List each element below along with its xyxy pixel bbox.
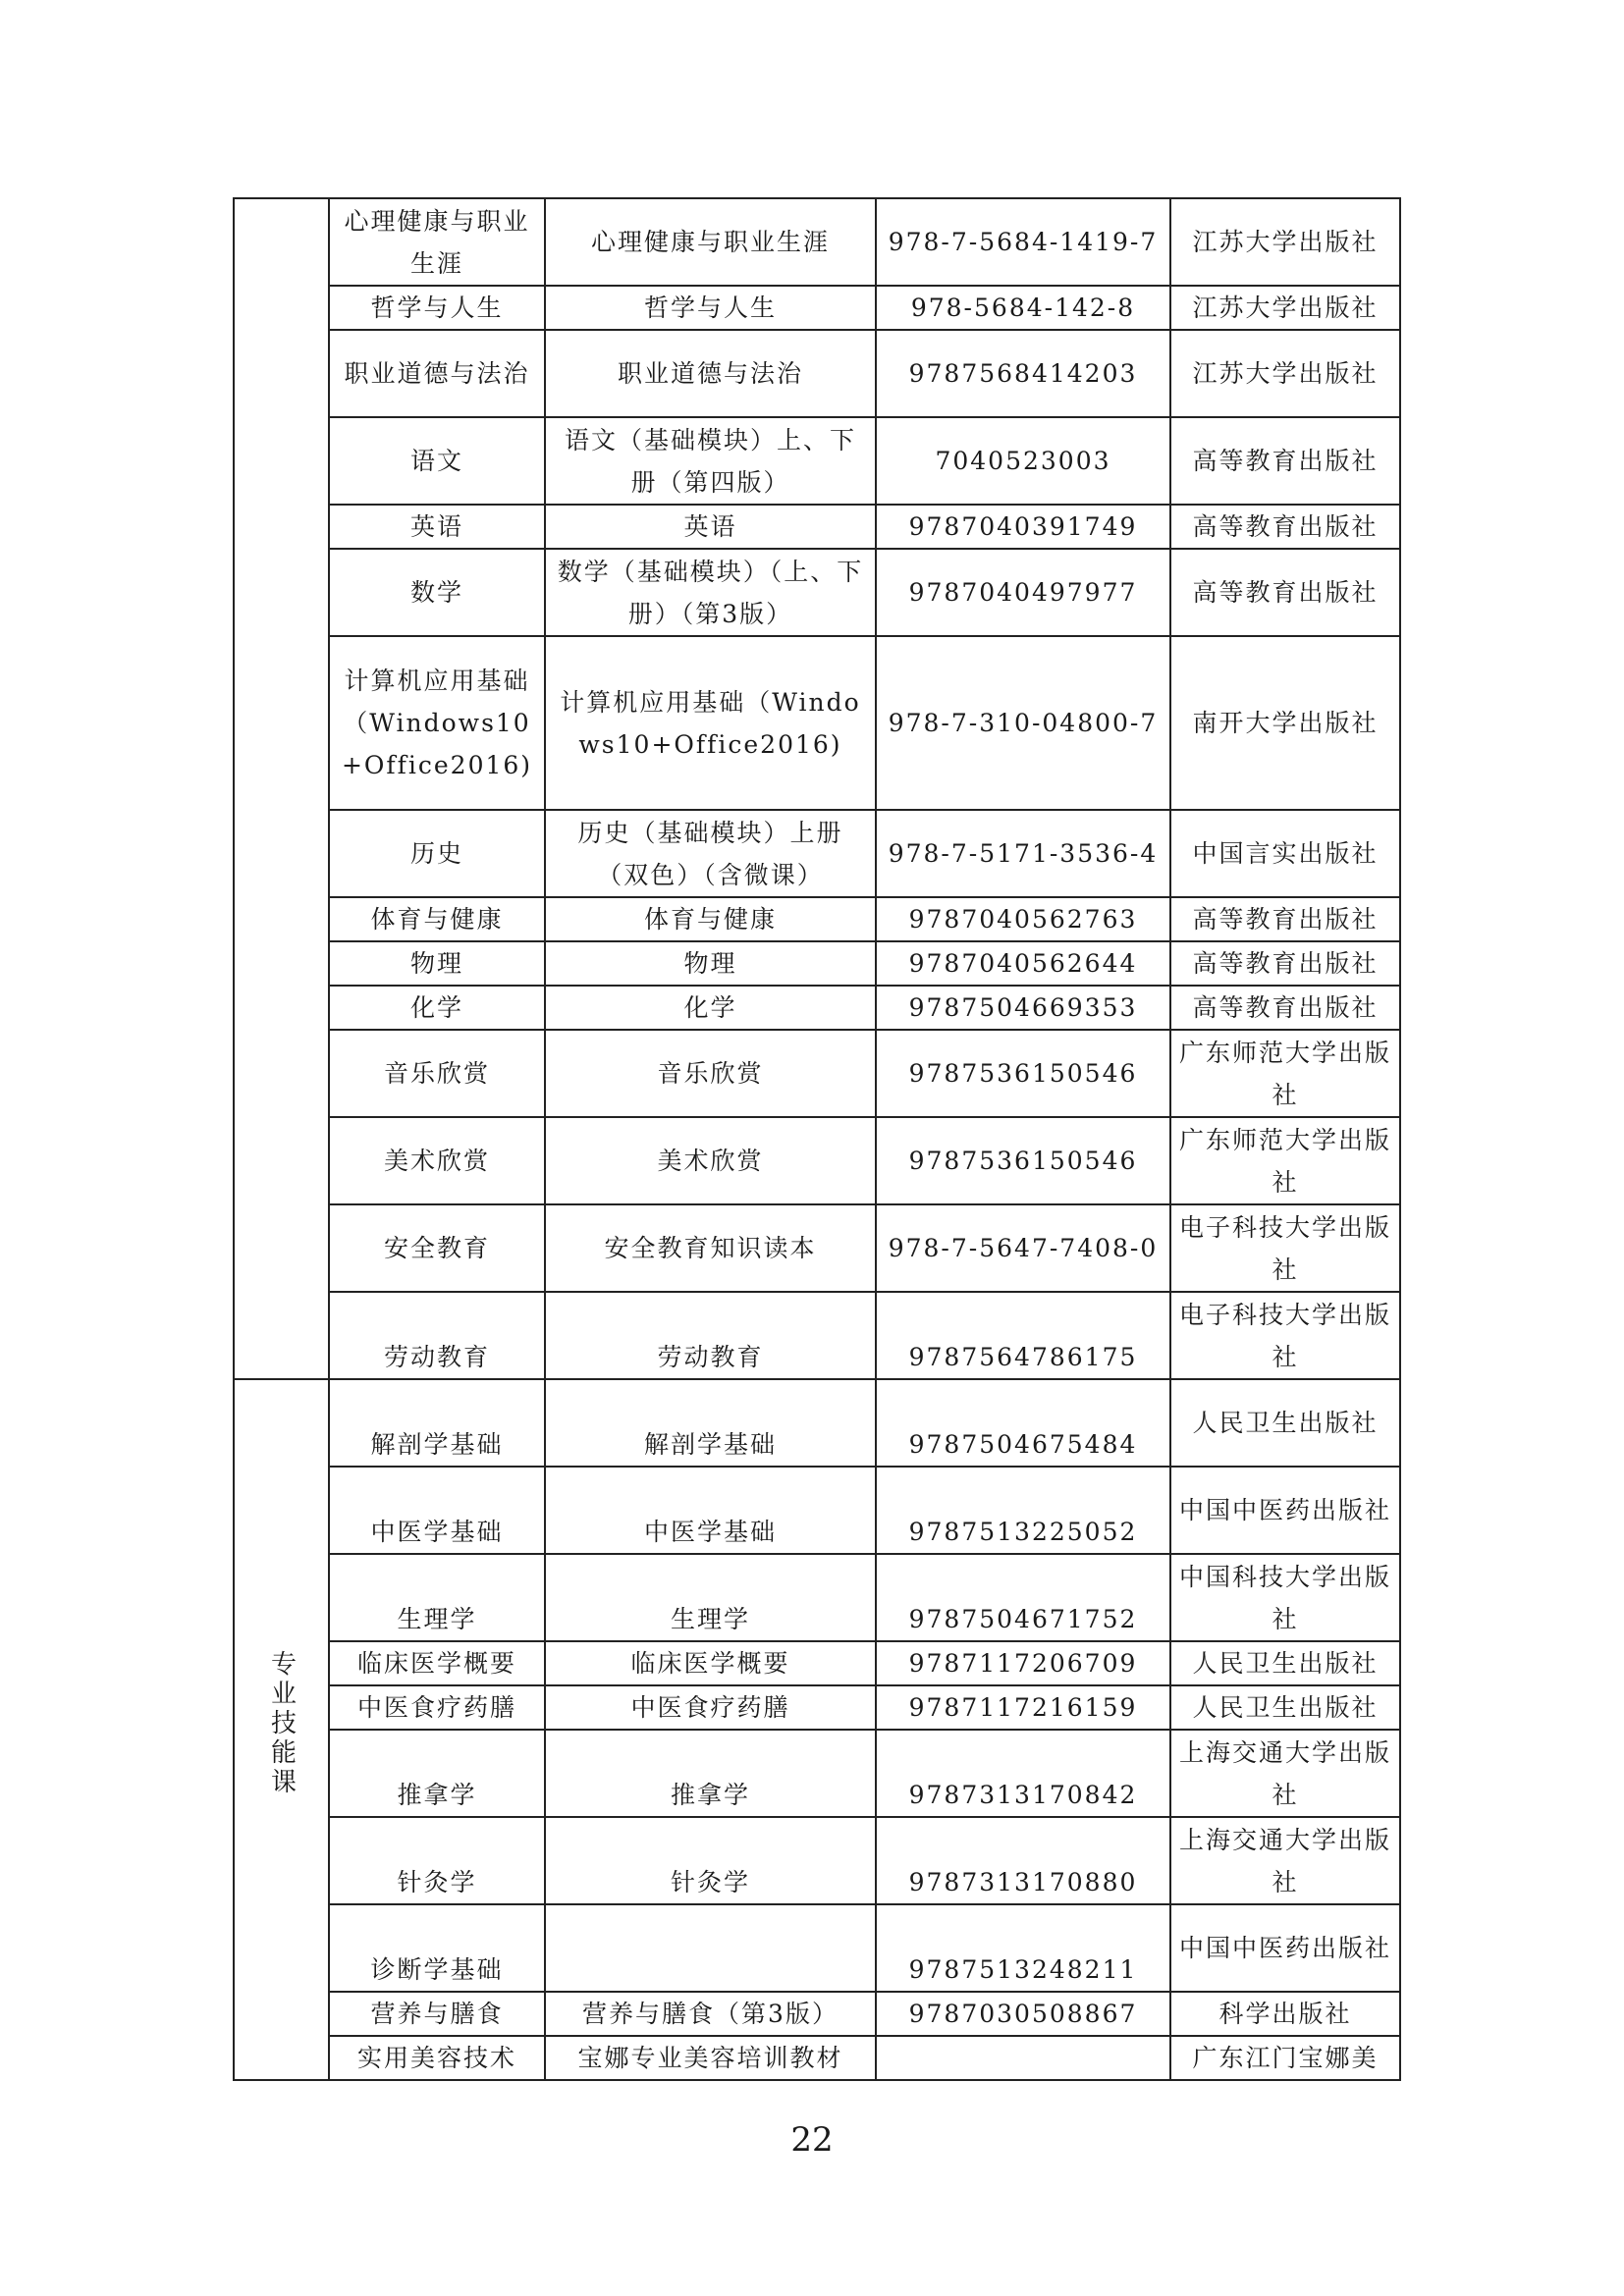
textbook-title: 语文（基础模块）上、下册（第四版） — [545, 417, 876, 505]
table-row — [234, 505, 1400, 549]
isbn: 9787117206709 — [876, 1641, 1170, 1685]
textbook-title: 物理 — [545, 941, 876, 986]
textbook-title: 解剖学基础 — [545, 1379, 876, 1467]
textbook-title: 计算机应用基础（Windows10+Office2016) — [545, 636, 876, 810]
table-row — [234, 1204, 1400, 1292]
isbn: 9787040391749 — [876, 505, 1170, 549]
textbook-title: 生理学 — [545, 1554, 876, 1641]
table-row — [234, 1730, 1400, 1817]
table-row — [234, 2036, 1400, 2080]
course-name: 职业道德与法治 — [329, 330, 545, 417]
textbook-title: 历史（基础模块）上册（双色）（含微课） — [545, 810, 876, 897]
textbook-title: 化学 — [545, 986, 876, 1030]
table-row — [234, 1992, 1400, 2036]
publisher: 江苏大学出版社 — [1170, 330, 1400, 417]
publisher: 电子科技大学出版社 — [1170, 1292, 1400, 1379]
table-row — [234, 1379, 1400, 1467]
course-name: 实用美容技术 — [329, 2036, 545, 2080]
textbook-title: 宝娜专业美容培训教材 — [545, 2036, 876, 2080]
table-row — [234, 1117, 1400, 1204]
publisher: 广东师范大学出版社 — [1170, 1030, 1400, 1117]
table-row — [234, 1554, 1400, 1641]
publisher: 江苏大学出版社 — [1170, 286, 1400, 330]
publisher: 高等教育出版社 — [1170, 417, 1400, 505]
textbook-title: 数学（基础模块）（上、下册）（第3版） — [545, 549, 876, 636]
publisher: 上海交通大学出版社 — [1170, 1817, 1400, 1904]
isbn: 9787313170880 — [876, 1817, 1170, 1904]
category-label-major: 专业技能课 — [266, 1649, 297, 1797]
publisher: 人民卫生出版社 — [1170, 1641, 1400, 1685]
course-name: 诊断学基础 — [329, 1904, 545, 1992]
isbn: 978-7-310-04800-7 — [876, 636, 1170, 810]
table-row — [234, 941, 1400, 986]
course-name: 数学 — [329, 549, 545, 636]
isbn: 9787513248211 — [876, 1904, 1170, 1992]
course-name: 解剖学基础 — [329, 1379, 545, 1467]
publisher: 高等教育出版社 — [1170, 549, 1400, 636]
isbn: 9787536150546 — [876, 1117, 1170, 1204]
course-name: 哲学与人生 — [329, 286, 545, 330]
table-row — [234, 1030, 1400, 1117]
isbn: 9787536150546 — [876, 1030, 1170, 1117]
table-row — [234, 1641, 1400, 1685]
course-name: 针灸学 — [329, 1817, 545, 1904]
course-name: 历史 — [329, 810, 545, 897]
isbn: 9787313170842 — [876, 1730, 1170, 1817]
publisher: 中国言实出版社 — [1170, 810, 1400, 897]
isbn: 7040523003 — [876, 417, 1170, 505]
table-row — [234, 1817, 1400, 1904]
isbn: 9787568414203 — [876, 330, 1170, 417]
course-name: 英语 — [329, 505, 545, 549]
isbn: 9787117216159 — [876, 1685, 1170, 1730]
course-name: 中医学基础 — [329, 1467, 545, 1554]
publisher: 人民卫生出版社 — [1170, 1685, 1400, 1730]
textbook-table — [233, 197, 1401, 2081]
table-row — [234, 330, 1400, 417]
textbook-title: 心理健康与职业生涯 — [545, 198, 876, 286]
isbn: 9787040497977 — [876, 549, 1170, 636]
table-row — [234, 1685, 1400, 1730]
course-name: 语文 — [329, 417, 545, 505]
table-row — [234, 417, 1400, 505]
isbn: 9787564786175 — [876, 1292, 1170, 1379]
course-name: 物理 — [329, 941, 545, 986]
publisher: 广东江门宝娜美 — [1170, 2036, 1400, 2080]
isbn — [876, 2036, 1170, 2080]
isbn: 9787504671752 — [876, 1554, 1170, 1641]
textbook-title: 安全教育知识读本 — [545, 1204, 876, 1292]
textbook-title: 美术欣赏 — [545, 1117, 876, 1204]
textbook-title — [545, 1904, 876, 1992]
textbook-title: 推拿学 — [545, 1730, 876, 1817]
isbn: 978-5684-142-8 — [876, 286, 1170, 330]
table-row — [234, 1904, 1400, 1992]
textbook-title: 营养与膳食（第3版） — [545, 1992, 876, 2036]
course-name: 中医食疗药膳 — [329, 1685, 545, 1730]
course-name: 化学 — [329, 986, 545, 1030]
isbn: 978-7-5171-3536-4 — [876, 810, 1170, 897]
publisher: 中国中医药出版社 — [1170, 1904, 1400, 1992]
table-row — [234, 1467, 1400, 1554]
course-name: 临床医学概要 — [329, 1641, 545, 1685]
course-name: 生理学 — [329, 1554, 545, 1641]
isbn: 9787040562644 — [876, 941, 1170, 986]
publisher: 中国中医药出版社 — [1170, 1467, 1400, 1554]
textbook-title: 音乐欣赏 — [545, 1030, 876, 1117]
publisher: 高等教育出版社 — [1170, 897, 1400, 941]
publisher: 高等教育出版社 — [1170, 986, 1400, 1030]
course-name: 推拿学 — [329, 1730, 545, 1817]
course-name: 音乐欣赏 — [329, 1030, 545, 1117]
publisher: 江苏大学出版社 — [1170, 198, 1400, 286]
textbook-title: 职业道德与法治 — [545, 330, 876, 417]
publisher: 中国科技大学出版社 — [1170, 1554, 1400, 1641]
course-name: 美术欣赏 — [329, 1117, 545, 1204]
textbook-title: 针灸学 — [545, 1817, 876, 1904]
table-row — [234, 1292, 1400, 1379]
publisher: 高等教育出版社 — [1170, 505, 1400, 549]
publisher: 人民卫生出版社 — [1170, 1379, 1400, 1467]
textbook-title: 英语 — [545, 505, 876, 549]
isbn: 978-7-5647-7408-0 — [876, 1204, 1170, 1292]
category-cell-major — [234, 1379, 329, 2080]
textbook-title: 劳动教育 — [545, 1292, 876, 1379]
isbn: 9787513225052 — [876, 1467, 1170, 1554]
publisher: 上海交通大学出版社 — [1170, 1730, 1400, 1817]
isbn: 9787504675484 — [876, 1379, 1170, 1467]
course-name: 体育与健康 — [329, 897, 545, 941]
table-row — [234, 549, 1400, 636]
category-cell-general — [234, 198, 329, 1379]
isbn: 9787040562763 — [876, 897, 1170, 941]
isbn: 9787504669353 — [876, 986, 1170, 1030]
publisher: 科学出版社 — [1170, 1992, 1400, 2036]
table-row — [234, 198, 1400, 286]
publisher: 南开大学出版社 — [1170, 636, 1400, 810]
textbook-title: 中医学基础 — [545, 1467, 876, 1554]
table-row — [234, 810, 1400, 897]
textbook-title: 中医食疗药膳 — [545, 1685, 876, 1730]
publisher: 高等教育出版社 — [1170, 941, 1400, 986]
course-name: 心理健康与职业生涯 — [329, 198, 545, 286]
publisher: 电子科技大学出版社 — [1170, 1204, 1400, 1292]
table-row — [234, 986, 1400, 1030]
page-number: 22 — [790, 2120, 834, 2160]
textbook-title: 临床医学概要 — [545, 1641, 876, 1685]
isbn: 978-7-5684-1419-7 — [876, 198, 1170, 286]
textbook-title: 哲学与人生 — [545, 286, 876, 330]
course-name: 计算机应用基础（Windows10+Office2016) — [329, 636, 545, 810]
publisher: 广东师范大学出版社 — [1170, 1117, 1400, 1204]
table-row — [234, 286, 1400, 330]
table-row — [234, 897, 1400, 941]
course-name: 营养与膳食 — [329, 1992, 545, 2036]
isbn: 9787030508867 — [876, 1992, 1170, 2036]
course-name: 安全教育 — [329, 1204, 545, 1292]
textbook-title: 体育与健康 — [545, 897, 876, 941]
course-name: 劳动教育 — [329, 1292, 545, 1379]
table-row — [234, 636, 1400, 810]
